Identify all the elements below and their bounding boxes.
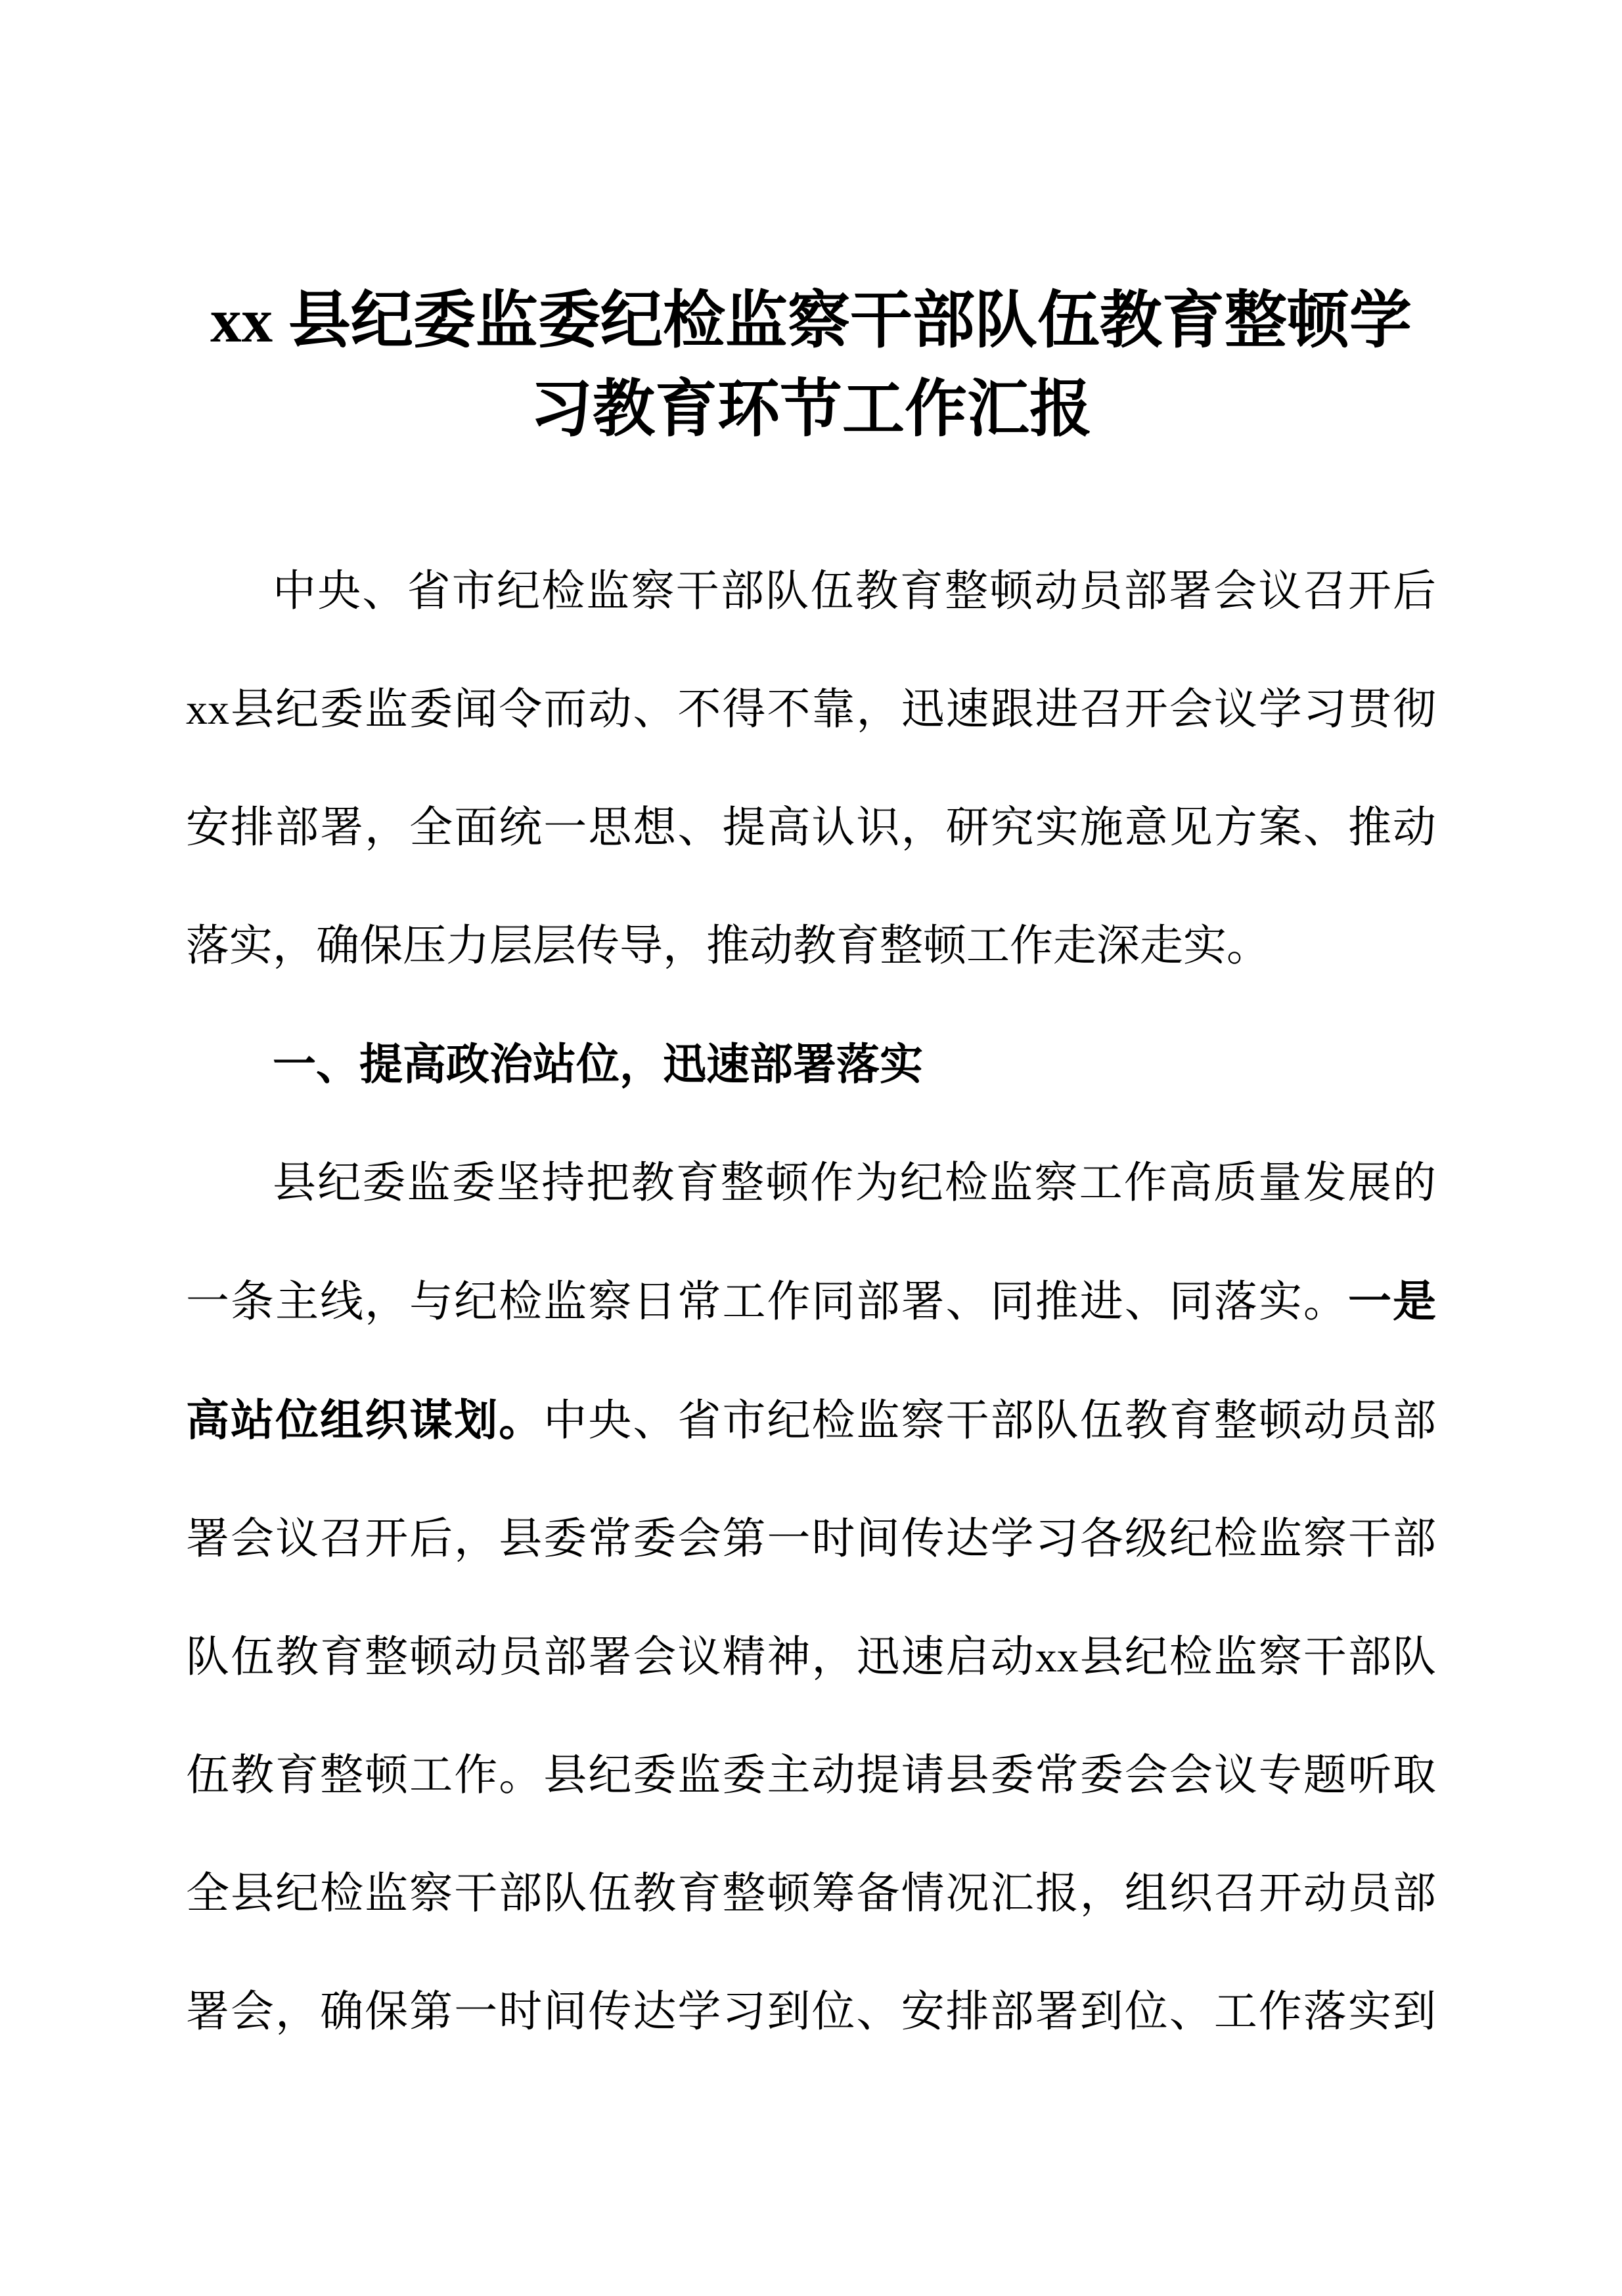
text-segment: 署会议召开后，县委常委会第一时间传达学习各级纪检监察干部: [186, 1515, 1436, 1563]
text-segment: 署会，确保第一时间传达学习到位、安排部署到位、工作落实到: [186, 1988, 1436, 2036]
text-segment: 伍教育整顿工作。县纪委监委主动提请县委常委会会议专题听取: [186, 1752, 1436, 1799]
text-line: [186, 1005, 1436, 1124]
title-line: xx 县纪委监委纪检监察干部队伍教育整顿学: [210, 286, 1412, 355]
text-line: [186, 533, 1436, 651]
text-segment: xx县纪委监委闻令而动、不得不靠，迅速跟进召开会议学习贯彻: [186, 686, 1436, 734]
text-segment: 队伍教育整顿动员部署会议精神，迅速启动xx县纪检监察干部队: [186, 1633, 1436, 1681]
text-line: [186, 887, 1436, 1005]
text-line: [186, 1480, 1436, 1599]
text-line: [186, 1243, 1436, 1361]
text-line: [186, 1835, 1436, 1953]
text-line: [186, 1599, 1436, 1717]
document-body: [186, 533, 1436, 2071]
text-segment: 中央、省市纪检监察干部队伍教育整顿动员部署会议召开后: [273, 567, 1436, 615]
heading-1: [186, 1005, 1436, 1124]
paragraph-2: [186, 1124, 1436, 2071]
text-segment: 安排部署，全面统一思想、提高认识，研究实施意见方案、推动: [186, 804, 1436, 852]
text-segment: 县纪委监委坚持把教育整顿作为纪检监察工作高质量发展的: [273, 1159, 1436, 1207]
document-content: [0, 276, 1622, 2071]
text-segment: 一、提高政治站位，迅速部署落实: [273, 1039, 923, 1090]
text-segment: 高站位组织谋划。: [186, 1395, 544, 1446]
document-title: [186, 276, 1436, 454]
text-line: [186, 1953, 1436, 2071]
text-line: [186, 1124, 1436, 1243]
text-line: [186, 769, 1436, 887]
text-line: [186, 1717, 1436, 1835]
title-line: 习教育环节工作汇报: [529, 374, 1092, 444]
text-segment: 全县纪检监察干部队伍教育整顿筹备情况汇报，组织召开动员部: [186, 1870, 1436, 1918]
text-segment: 一条主线，与纪检监察日常工作同部署、同推进、同落实。: [186, 1278, 1348, 1326]
text-line: [186, 651, 1436, 769]
text-line: [186, 1361, 1436, 1480]
text-segment: 中央、省市纪检监察干部队伍教育整顿动员部: [543, 1397, 1437, 1445]
paragraph-1: [186, 533, 1436, 1005]
text-segment: 落实，确保压力层层传导，推动教育整顿工作走深走实。: [186, 922, 1270, 970]
text-segment: 一是: [1347, 1276, 1437, 1327]
